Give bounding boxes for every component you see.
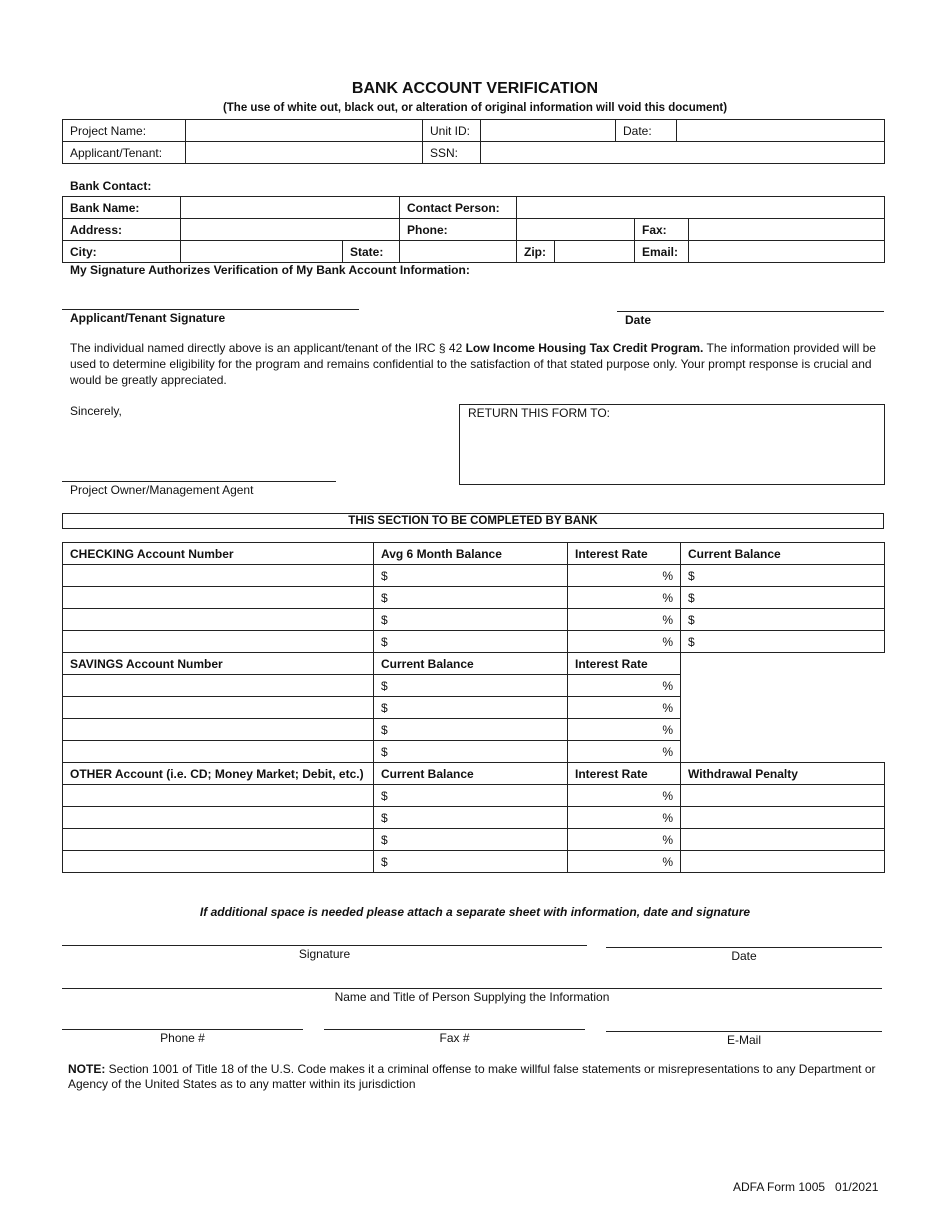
phone-line[interactable] <box>62 1029 303 1030</box>
savings-account-field[interactable] <box>63 741 374 763</box>
agent-signature-line[interactable] <box>62 481 336 482</box>
page-title: BANK ACCOUNT VERIFICATION <box>351 80 599 97</box>
other-account-field[interactable] <box>63 829 374 851</box>
bank-contact-table <box>62 196 885 263</box>
checking-balance-field[interactable]: $ <box>681 565 885 587</box>
project-name-field[interactable] <box>186 120 423 142</box>
checking-rate-field[interactable]: % <box>568 631 681 653</box>
state-field[interactable] <box>400 241 517 263</box>
bank-accounts-table <box>62 542 885 873</box>
savings-rate-field[interactable]: % <box>568 719 681 741</box>
bank-section-heading: THIS SECTION TO BE COMPLETED BY BANK <box>62 513 884 529</box>
name-title-label: Name and Title of Person Supplying the Information <box>334 990 610 1004</box>
zip-label: Zip: <box>517 241 555 263</box>
agent-label: Project Owner/Management Agent <box>70 483 254 497</box>
other-rate-field[interactable]: % <box>568 807 681 829</box>
bank-signature-label: Signature <box>298 947 351 961</box>
legal-note: NOTE: Section 1001 of Title 18 of the U.S. Code makes it a criminal offense to make willful false statements or misrepresentations to any Department or Agency of the United States as to any matter within its jurisdiction <box>68 1062 876 1091</box>
other-rate-field[interactable]: % <box>568 785 681 807</box>
savings-blank-area <box>681 653 885 763</box>
applicant-label: Applicant/Tenant: <box>63 142 186 164</box>
zip-field[interactable] <box>555 241 635 263</box>
email-line[interactable] <box>606 1031 882 1032</box>
bank-signature-line[interactable] <box>62 945 587 946</box>
savings-balance-field[interactable]: $ <box>374 741 568 763</box>
phone-field[interactable] <box>517 219 635 241</box>
other-row <box>63 851 885 873</box>
other-balance-field[interactable]: $ <box>374 807 568 829</box>
checking-account-field[interactable] <box>63 631 374 653</box>
checking-row <box>63 565 885 587</box>
checking-account-field[interactable] <box>63 587 374 609</box>
unit-id-label: Unit ID: <box>423 120 481 142</box>
contact-person-label: Contact Person: <box>400 197 517 219</box>
fax-label: Fax: <box>635 219 689 241</box>
project-info-table <box>62 119 885 164</box>
other-header-account: OTHER Account (i.e. CD; Money Market; Debit, etc.) <box>63 763 374 785</box>
form-id: ADFA Form 1005 01/2021 <box>733 1180 879 1194</box>
savings-account-field[interactable] <box>63 719 374 741</box>
applicant-signature-label: Applicant/Tenant Signature <box>70 311 226 325</box>
fax-field[interactable] <box>689 219 885 241</box>
page-subtitle: (The use of white out, black out, or alteration of original information will void this document) <box>222 102 728 114</box>
savings-balance-field[interactable]: $ <box>374 697 568 719</box>
other-account-field[interactable] <box>63 785 374 807</box>
other-rate-field[interactable]: % <box>568 851 681 873</box>
address-field[interactable] <box>181 219 400 241</box>
applicant-date-line[interactable] <box>617 311 884 312</box>
checking-account-field[interactable] <box>63 609 374 631</box>
unit-id-field[interactable] <box>481 120 616 142</box>
checking-rate-field[interactable]: % <box>568 565 681 587</box>
savings-balance-field[interactable]: $ <box>374 719 568 741</box>
bank-name-label: Bank Name: <box>63 197 181 219</box>
city-label: City: <box>63 241 181 263</box>
savings-account-field[interactable] <box>63 675 374 697</box>
email-field[interactable] <box>689 241 885 263</box>
contact-person-field[interactable] <box>517 197 885 219</box>
checking-row <box>63 631 885 653</box>
checking-avg-field[interactable]: $ <box>374 587 568 609</box>
other-penalty-field[interactable] <box>681 785 885 807</box>
checking-rate-field[interactable]: % <box>568 609 681 631</box>
other-header-penalty: Withdrawal Penalty <box>681 763 885 785</box>
checking-rate-field[interactable]: % <box>568 587 681 609</box>
checking-account-field[interactable] <box>63 565 374 587</box>
applicant-field[interactable] <box>186 142 423 164</box>
other-account-field[interactable] <box>63 851 374 873</box>
other-header-balance: Current Balance <box>374 763 568 785</box>
phone-label: Phone: <box>400 219 517 241</box>
ssn-label: SSN: <box>423 142 481 164</box>
savings-rate-field[interactable]: % <box>568 697 681 719</box>
savings-header-balance: Current Balance <box>374 653 568 675</box>
date-label: Date: <box>616 120 677 142</box>
checking-avg-field[interactable]: $ <box>374 609 568 631</box>
savings-rate-field[interactable]: % <box>568 741 681 763</box>
other-balance-field[interactable]: $ <box>374 785 568 807</box>
savings-header-rate: Interest Rate <box>568 653 681 675</box>
date-field[interactable] <box>677 120 885 142</box>
other-penalty-field[interactable] <box>681 851 885 873</box>
other-rate-field[interactable]: % <box>568 829 681 851</box>
other-row <box>63 785 885 807</box>
phone-label: Phone # <box>160 1031 205 1045</box>
authorization-text: My Signature Authorizes Verification of My Bank Account Information: <box>70 263 470 277</box>
return-form-box[interactable] <box>459 404 885 485</box>
bank-date-line[interactable] <box>606 947 882 948</box>
bank-date-label: Date <box>731 949 757 963</box>
other-header-rate: Interest Rate <box>568 763 681 785</box>
address-label: Address: <box>63 219 181 241</box>
bank-name-field[interactable] <box>181 197 400 219</box>
other-row <box>63 807 885 829</box>
checking-avg-field[interactable]: $ <box>374 631 568 653</box>
program-description: The individual named directly above is an applicant/tenant of the IRC § 42 Low Income Housing Tax Credit Program. The information provided will be used to determine eligibility for the program and remains confidential to the satisfaction of that stated purpose only. Your prompt response is crucial and would be greatly appreciated. <box>70 341 876 387</box>
checking-avg-field[interactable]: $ <box>374 565 568 587</box>
other-account-field[interactable] <box>63 807 374 829</box>
savings-rate-field[interactable]: % <box>568 675 681 697</box>
email-label: Email: <box>635 241 689 263</box>
city-field[interactable] <box>181 241 343 263</box>
checking-header-avg: Avg 6 Month Balance <box>374 543 568 565</box>
checking-balance-field[interactable]: $ <box>681 587 885 609</box>
email-label: E-Mail <box>726 1033 761 1047</box>
bank-contact-heading: Bank Contact: <box>70 179 152 193</box>
checking-header-account: CHECKING Account Number <box>63 543 374 565</box>
project-name-label: Project Name: <box>63 120 186 142</box>
checking-row <box>63 587 885 609</box>
name-title-line[interactable] <box>62 988 882 989</box>
checking-balance-field[interactable]: $ <box>681 631 885 653</box>
applicant-date-label: Date <box>625 313 652 327</box>
fax-label: Fax # <box>439 1031 470 1045</box>
fax-line[interactable] <box>324 1029 585 1030</box>
other-penalty-field[interactable] <box>681 807 885 829</box>
checking-row <box>63 609 885 631</box>
other-balance-field[interactable]: $ <box>374 829 568 851</box>
savings-account-field[interactable] <box>63 697 374 719</box>
checking-balance-field[interactable]: $ <box>681 609 885 631</box>
checking-header-balance: Current Balance <box>681 543 885 565</box>
state-label: State: <box>343 241 400 263</box>
sincerely-text: Sincerely, <box>70 404 122 418</box>
other-penalty-field[interactable] <box>681 829 885 851</box>
additional-space-note: If additional space is needed please attach a separate sheet with information, date and signature <box>199 905 751 919</box>
other-row <box>63 829 885 851</box>
applicant-signature-line[interactable] <box>62 309 359 310</box>
return-form-label: RETURN THIS FORM TO: <box>468 406 611 420</box>
savings-balance-field[interactable]: $ <box>374 675 568 697</box>
savings-header-account: SAVINGS Account Number <box>63 653 374 675</box>
checking-header-rate: Interest Rate <box>568 543 681 565</box>
other-balance-field[interactable]: $ <box>374 851 568 873</box>
ssn-field[interactable] <box>481 142 885 164</box>
